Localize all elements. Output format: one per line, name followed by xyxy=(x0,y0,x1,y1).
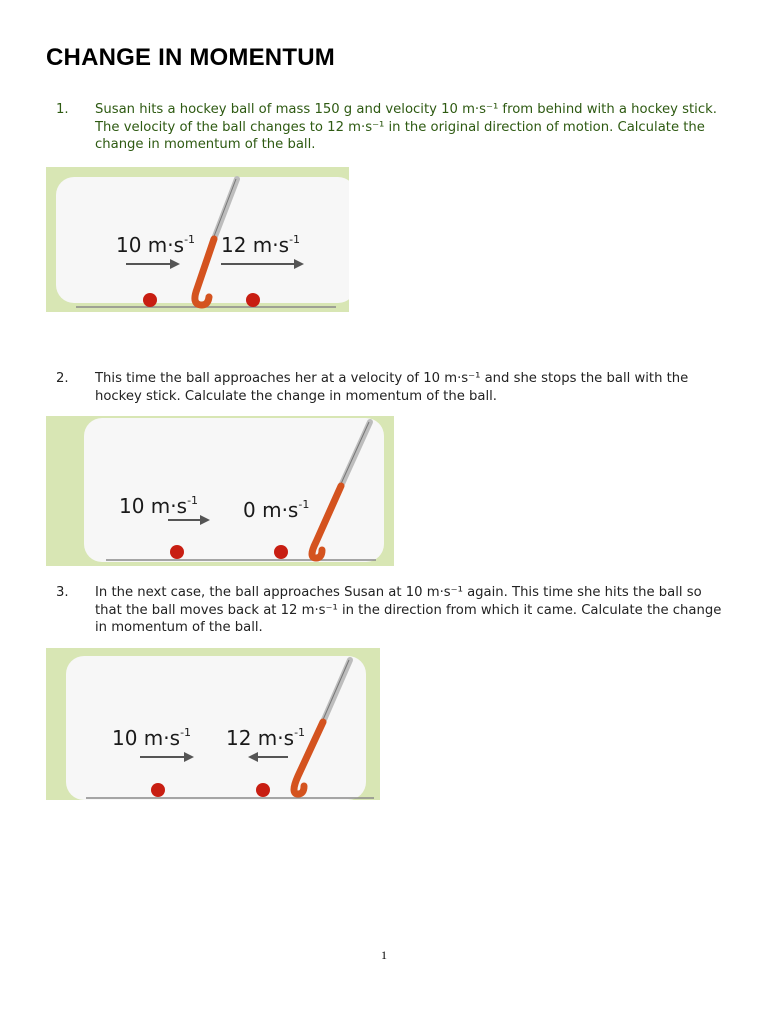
ball-icon xyxy=(246,293,260,307)
initial-velocity-label: 10 $m\cdot s^{-1}$ xyxy=(119,494,199,518)
hockey-figure-2 xyxy=(46,416,394,566)
initial-velocity-label: 10 $m\cdot s^{-1}$ xyxy=(112,726,192,750)
page-title: CHANGE IN MOMENTUM xyxy=(46,44,335,71)
figure-panel xyxy=(56,177,349,303)
ball-icon xyxy=(256,783,270,797)
question-number: 3. xyxy=(56,585,69,600)
ball-icon xyxy=(274,545,288,559)
question-number: 1. xyxy=(56,102,69,117)
final-velocity-label: 0 $m\cdot s^{-1}$ xyxy=(243,498,310,522)
initial-velocity-label: 10 $m\cdot s^{-1}$ xyxy=(116,233,196,257)
ball-icon xyxy=(170,545,184,559)
ball-icon xyxy=(143,293,157,307)
ball-icon xyxy=(151,783,165,797)
question-text: Susan hits a hockey ball of mass 150 g and velocity 10 m·s⁻¹ from behind with a hockey stick. The velocity of the ball changes to 12 m·s⁻¹ in the original direction of motion. Calculate the change in momentum of the ball. xyxy=(95,102,717,152)
question-text: This time the ball approaches her at a velocity of 10 m·s⁻¹ and she stops the ball with the hockey stick. Calculate the change in momentum of the ball. xyxy=(95,371,689,404)
final-velocity-label: 12 $m\cdot s^{-1}$ xyxy=(226,726,306,750)
hockey-figure-1 xyxy=(46,167,349,312)
question-number: 2. xyxy=(56,371,69,386)
question-text: In the next case, the ball approaches Susan at 10 m·s⁻¹ again. This time she hits the ball so that the ball moves back at 12 m·s⁻¹ in the direction from which it came. Calculate the change in momentum of the ball. xyxy=(95,585,722,635)
final-velocity-label: 12 $m\cdot s^{-1}$ xyxy=(221,233,301,257)
hockey-figure-3 xyxy=(46,648,380,800)
page-number: 1 xyxy=(381,948,387,962)
